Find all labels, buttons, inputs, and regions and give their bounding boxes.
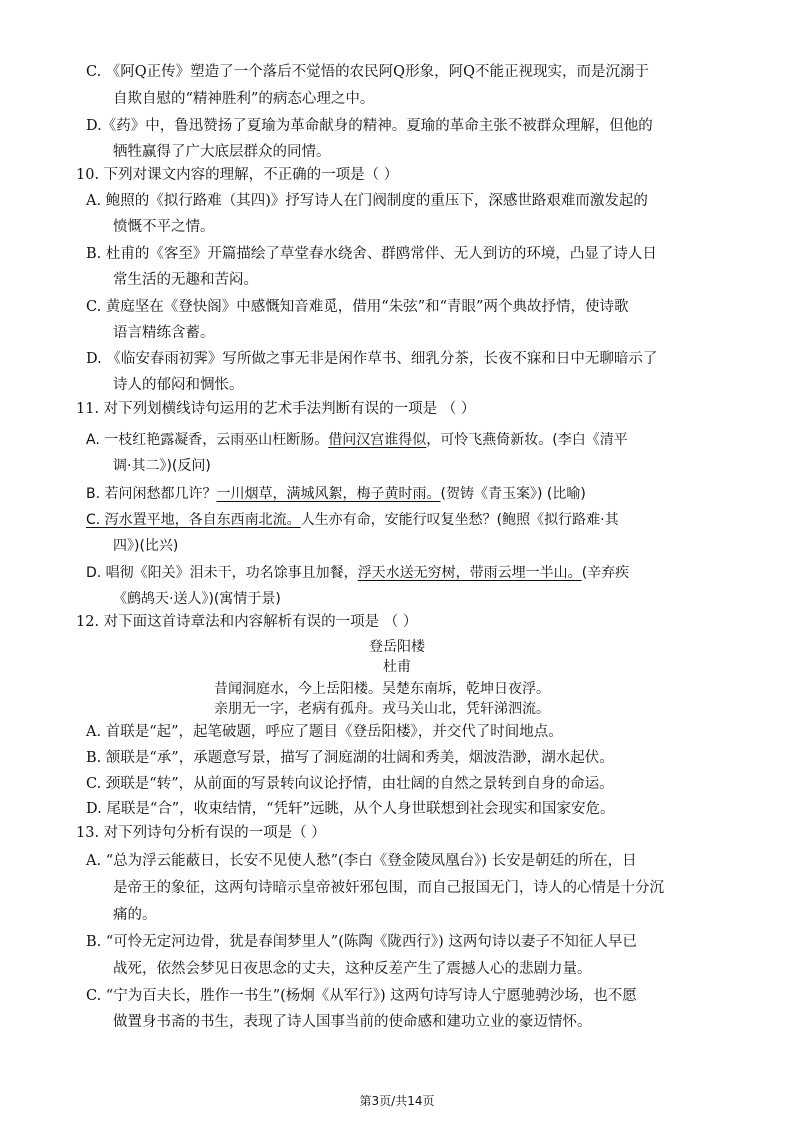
q13-option-c-line2: 做置身书斋的书生，表现了诗人国事当前的使命感和建功立业的豪迈情怀。 <box>113 1014 592 1030</box>
q11-a-pre: A. 一枝红艳露凝香，云雨巫山枉断肠。 <box>86 432 329 448</box>
q11-d-underlined: 浮天水送无穷树，带雨云埋一半山。 <box>357 565 582 581</box>
q11-a-underlined: 借问汉宫谁得似 <box>328 432 427 448</box>
q11-b-post: (贺铸《青玉案》) (比喻) <box>440 486 586 502</box>
q13-stem: 13. 对下列诗句分析有误的一项是（ ） <box>76 825 326 841</box>
q13-option-b-line1: B. “可怜无定河边骨，犹是春闺梦里人”(陈陶《陇西行》) 这两句诗以妻子不知征人早已 <box>86 934 637 950</box>
q11-option-a-line2: 调·其二》)(反问) <box>113 458 211 474</box>
page-number: 第3页/共14页 <box>359 1094 435 1108</box>
q10-option-d-line2: 诗人的郁闷和惆怅。 <box>113 377 244 393</box>
q10-option-c-line1: C. 黄庭坚在《登快阁》中感慨知音难觅，借用“朱弦”和“青眼”两个典故抒情，使诗歌 <box>86 299 629 315</box>
q11-d-pre: D. 唱彻《阳关》泪未干，功名馀事且加餐， <box>86 565 358 581</box>
q12-option-d: D. 尾联是“合”，收束结情，“凭轩”远眺，从个人身世联想到社会现实和国家安危。 <box>86 801 615 817</box>
q13-option-c-line1: C. “宁为百夫长，胜作一书生”(杨炯《从军行》) 这两句诗写诗人宁愿驰骋沙场，也不愿 <box>86 988 637 1004</box>
q10-option-b-line1: B. 杜甫的《客至》开篇描绘了草堂春水绕舍、群鸥常伴、无人到访的环境，凸显了诗人日 <box>86 246 657 262</box>
q10-option-c-line2: 语言精练含蓄。 <box>113 325 215 341</box>
q9-option-c-line2: 自欺自慰的“精神胜利”的病态心理之中。 <box>113 91 375 107</box>
q9-option-d-line1: D.《药》中，鲁迅赞扬了夏瑜为革命献身的精神。夏瑜的革命主张不被群众理解，但他的 <box>86 118 653 134</box>
q11-option-b-line1 <box>86 484 586 504</box>
q13-option-a-line1: A. “总为浮云能蔽日，长安不见使人愁”(李白《登金陵凤凰台》) 长安是朝廷的所在，日 <box>86 853 637 869</box>
q12-option-a: A. 首联是“起”，起笔破题，呼应了题目《登岳阳楼》，并交代了时间地点。 <box>86 724 563 740</box>
q13-option-b-line2: 战死，依然会梦见日夜思念的丈夫，这种反差产生了震撼人心的悲剧力量。 <box>113 961 592 977</box>
q10-option-a-line2: 愤慨不平之情。 <box>113 219 215 235</box>
q11-stem: 11. 对下列划横线诗句运用的艺术手法判断有误的一项是 （ ） <box>76 401 476 417</box>
q12-option-b: B. 颔联是“承”，承题意写景，描写了洞庭湖的壮阔和秀美，烟波浩渺，湖水起伏。 <box>86 750 614 766</box>
poem-line-1: 昔闻洞庭水，今上岳阳楼。吴楚东南坼，乾坤日夜浮。 <box>214 681 550 697</box>
q10-option-d-line1: D. 《临安春雨初霁》写所做之事无非是闲作草书、细乳分茶，长夜不寐和日中无聊暗示了 <box>86 351 658 367</box>
q11-d-post: (辛弃疾 <box>581 565 630 581</box>
q9-option-d-line2: 牺牲赢得了广大底层群众的同情。 <box>113 144 331 160</box>
q10-option-a-line1: A. 鲍照的《拟行路难（其四)》抒写诗人在门阀制度的重压下，深感世路艰难而激发起的 <box>86 193 648 209</box>
q13-option-a-line2: 是帝王的象征，这两句诗暗示皇帝被奸邪包围，而自己报国无门，诗人的心情是十分沉 <box>113 880 664 896</box>
q11-a-post: ，可怜飞燕倚新妆。(李白《清平 <box>426 432 628 448</box>
q11-option-c-line2: 四》)(比兴) <box>113 538 179 554</box>
q11-option-d-line2: 《鹧鸪天·送人》)(寓情于景) <box>113 591 281 607</box>
poem-title: 登岳阳楼 <box>369 639 425 655</box>
q11-b-underlined: 一川烟草，满城风絮，梅子黄时雨。 <box>216 486 441 502</box>
q10-option-b-line2: 常生活的无趣和苦闷。 <box>113 272 258 288</box>
q13-option-a-line3: 痛的。 <box>113 907 157 923</box>
q12-stem: 12. 对下面这首诗章法和内容解析有误的一项是 （ ） <box>76 614 418 630</box>
poem-author: 杜甫 <box>383 659 411 675</box>
q11-option-d-line1 <box>86 563 629 583</box>
q12-option-c: C. 颈联是“转”，从前面的写景转向议论抒情，由壮阔的自然之景转到自身的命运。 <box>86 776 614 792</box>
q11-option-c-line1 <box>86 510 619 530</box>
q11-c-post: 人生亦有命，安能行叹复坐愁？(鲍照《拟行路难·其 <box>300 512 619 528</box>
q9-option-c-line1: C. 《阿Q正传》塑造了一个落后不觉悟的农民阿Q形象，阿Q不能正视现实，而是沉溺于 <box>86 64 649 80</box>
q11-option-a-line1 <box>86 430 628 450</box>
q11-c-underlined: C. 泻水置平地，各自东西南北流。 <box>86 512 301 528</box>
q11-b-pre: B. 若问闲愁都几许？ <box>86 486 217 502</box>
q10-stem: 10. 下列对课文内容的理解，不正确的一项是（ ） <box>76 167 399 183</box>
poem-line-2: 亲朋无一字，老病有孤舟。戎马关山北，凭轩涕泗流。 <box>214 701 550 717</box>
